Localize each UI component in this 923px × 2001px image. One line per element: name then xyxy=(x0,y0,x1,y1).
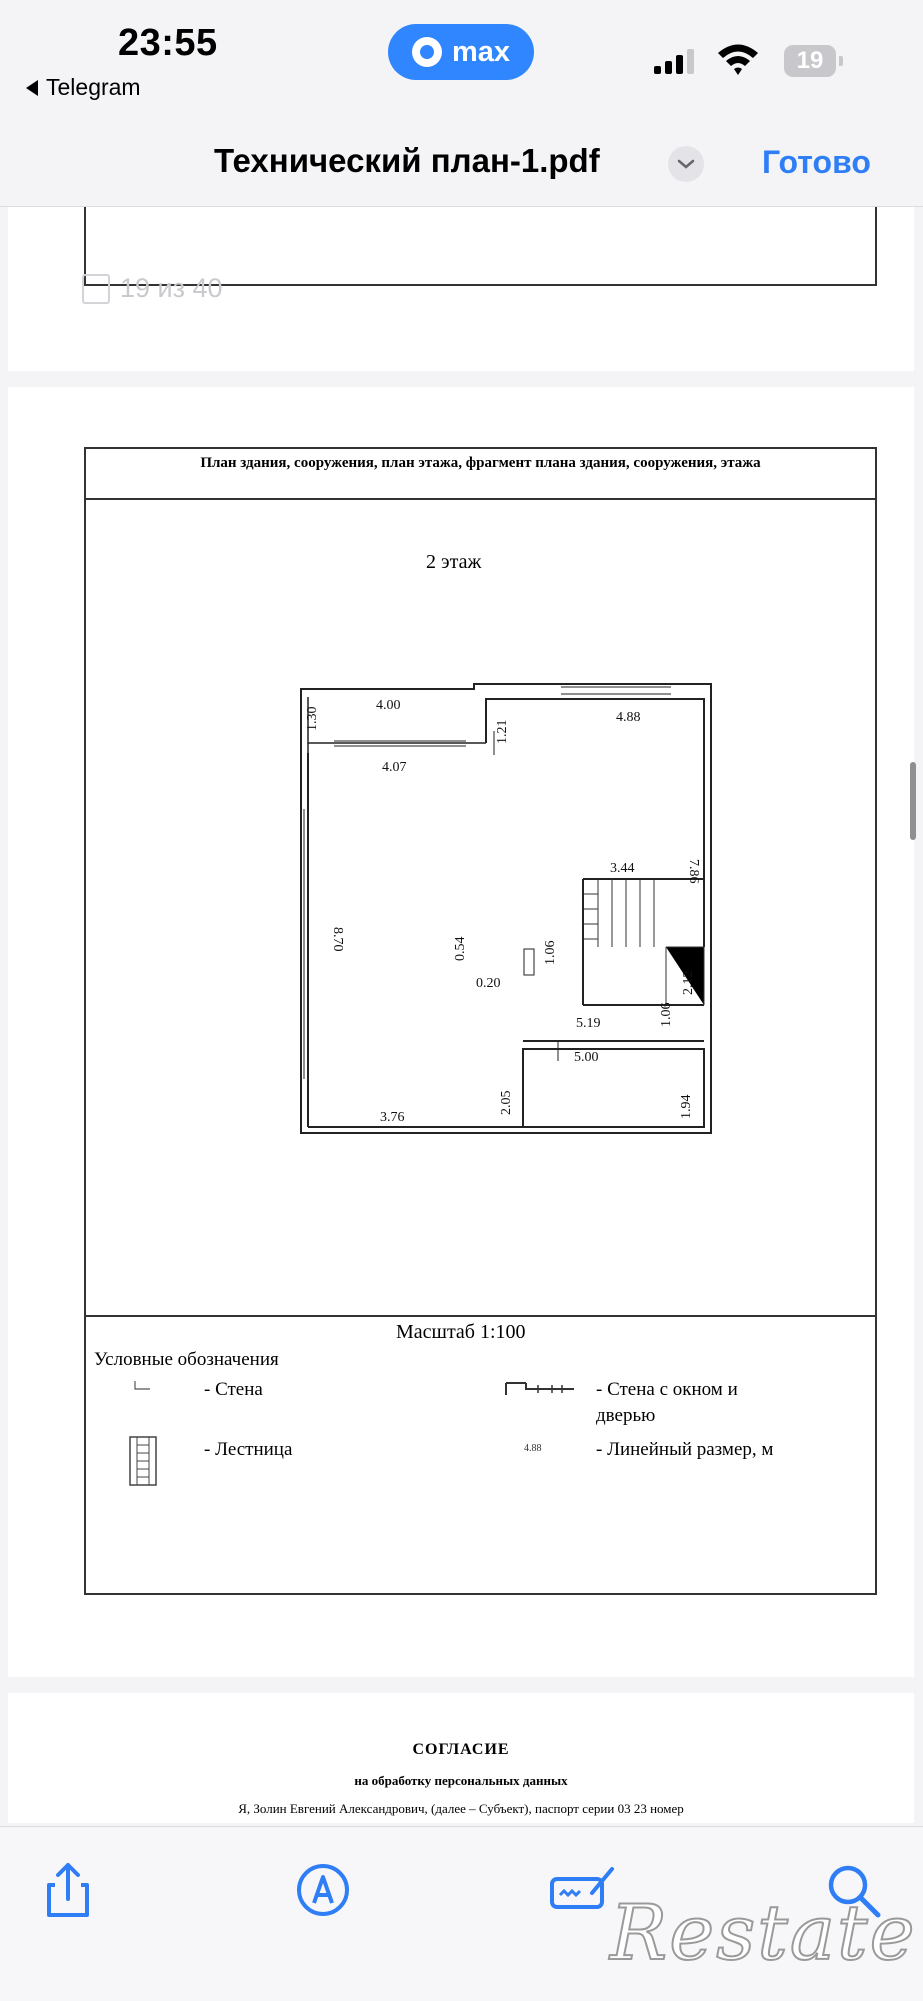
legend-title: Условные обозначения xyxy=(94,1349,279,1370)
floor-plan-sheet xyxy=(84,447,877,1595)
floor-label: 2 этаж xyxy=(426,551,482,573)
dim-1-06-b: 1.06 xyxy=(659,1002,674,1027)
page-indicator xyxy=(82,273,223,304)
dim-0-20: 0.20 xyxy=(476,976,501,991)
dim-7-86: 7.86 xyxy=(686,859,701,884)
floor-plan-drawing xyxy=(86,649,875,1209)
dim-0-54: 0.54 xyxy=(453,936,468,961)
consent-subheading: на обработку персональных данных xyxy=(354,1773,568,1788)
restate-watermark: Restate xyxy=(610,1888,917,1977)
legend-wall: - Стена xyxy=(204,1379,263,1400)
markup-icon[interactable] xyxy=(288,1855,358,1925)
legend-wall-window-door-line2: дверью xyxy=(596,1405,656,1426)
pdf-page-previous xyxy=(8,207,914,371)
legend-linear-sample: 4.88 xyxy=(524,1443,542,1454)
dim-5-00: 5.00 xyxy=(574,1050,599,1065)
wifi-icon xyxy=(716,40,760,78)
document-title[interactable]: Технический план-1.pdf xyxy=(214,142,600,179)
dim-4-00: 4.00 xyxy=(376,698,401,713)
sheet-header: План здания, сооружения, план этажа, фрагмент плана здания, сооружения, этажа xyxy=(86,449,875,500)
dim-1-30: 1.30 xyxy=(305,706,320,731)
dim-1-21: 1.21 xyxy=(495,719,510,744)
pdf-page-current xyxy=(8,387,914,1677)
dim-8-70: 8.70 xyxy=(330,927,345,952)
dim-2-05: 2.05 xyxy=(499,1090,514,1115)
wall-window-door-legend-icon xyxy=(504,1379,576,1399)
legend-stairs: - Лестница xyxy=(204,1439,293,1460)
status-bar xyxy=(0,0,923,110)
max-logo-icon xyxy=(412,37,442,67)
dim-3-76: 3.76 xyxy=(380,1110,405,1125)
signature-icon[interactable] xyxy=(548,1855,618,1925)
legend-section xyxy=(86,1315,875,1595)
wall-legend-icon xyxy=(134,1379,152,1391)
navigation-bar xyxy=(0,110,923,207)
dim-4-07: 4.07 xyxy=(382,760,407,775)
page-indicator-icon xyxy=(82,274,110,304)
legend-wall-window-door-line1: - Стена с окном и xyxy=(596,1379,738,1400)
share-icon[interactable] xyxy=(33,1855,103,1925)
legend-linear-size: - Линейный размер, м xyxy=(596,1439,774,1460)
back-triangle-icon xyxy=(26,80,38,96)
title-menu-button[interactable] xyxy=(668,146,704,182)
dim-5-19: 5.19 xyxy=(576,1016,601,1031)
dim-2-12: 2.12 xyxy=(681,970,696,995)
page-indicator-text: 19 из 40 xyxy=(120,273,223,303)
dim-3-44: 3.44 xyxy=(610,861,635,876)
battery-level: 19 xyxy=(796,47,824,74)
chevron-down-icon xyxy=(677,158,695,170)
dim-4-88: 4.88 xyxy=(616,710,641,725)
max-label: max xyxy=(451,35,511,68)
pdf-page-next xyxy=(8,1693,914,1823)
scale-label: Масштаб 1:100 xyxy=(396,1321,526,1343)
consent-body: Я, Золин Евгений Александрович, (далее – Субъект), паспорт серии 03 23 номер xyxy=(238,1801,684,1816)
scroll-indicator[interactable] xyxy=(910,762,916,840)
done-button[interactable]: Готово xyxy=(762,144,871,180)
consent-heading: СОГЛАСИЕ xyxy=(412,1741,510,1758)
stairs-legend-icon xyxy=(128,1435,158,1487)
max-app-pill[interactable] xyxy=(388,24,534,80)
cellular-signal-icon xyxy=(654,48,694,74)
back-app-label: Telegram xyxy=(46,74,141,100)
dim-1-94: 1.94 xyxy=(679,1094,694,1119)
back-to-app-link[interactable] xyxy=(26,74,141,101)
battery-icon xyxy=(784,45,836,77)
dim-1-06-a: 1.06 xyxy=(543,940,558,965)
status-time: 23:55 xyxy=(118,22,218,64)
